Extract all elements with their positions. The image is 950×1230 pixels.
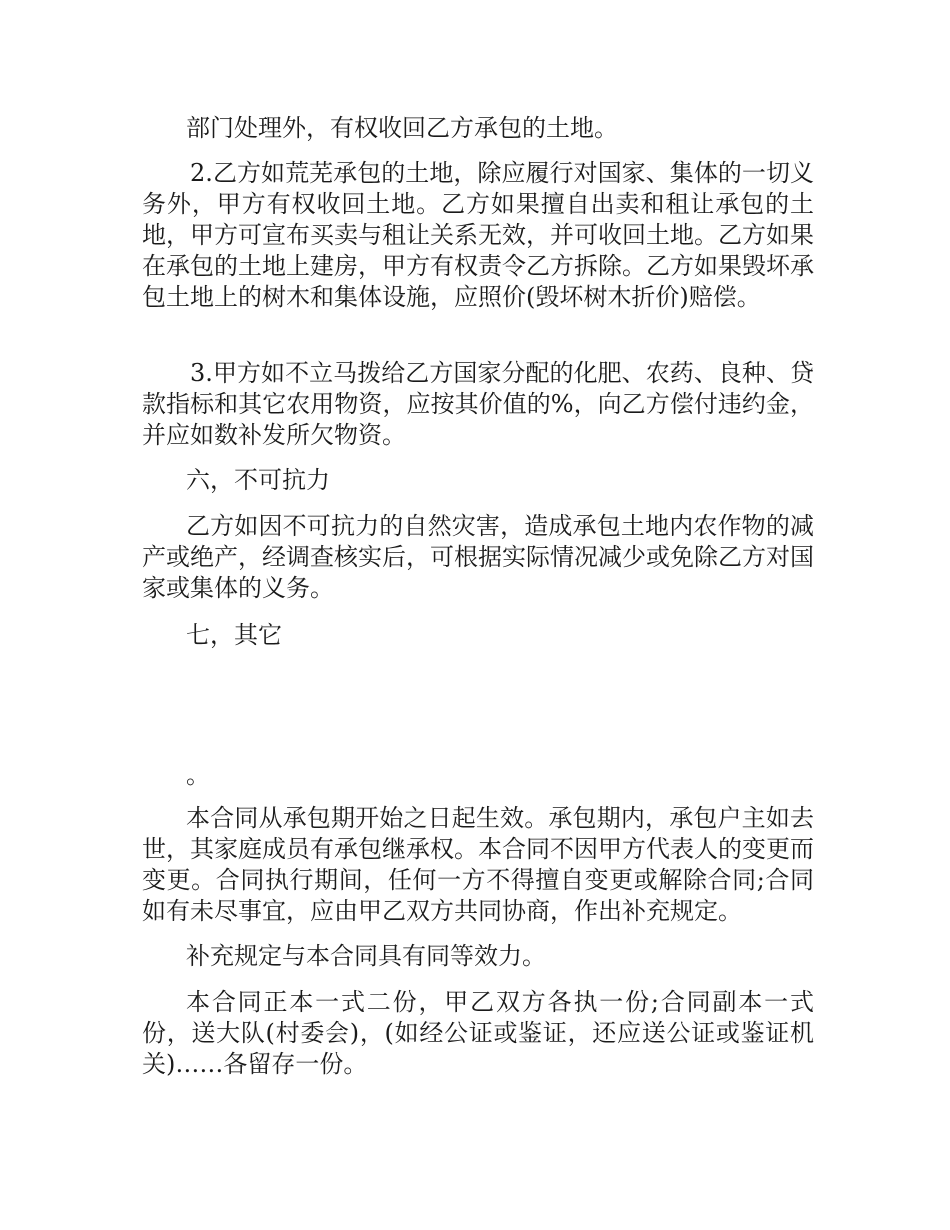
paragraph-force-majeure: 乙方如因不可抗力的自然灾害，造成承包土地内农作物的减产或绝产，经调查核实后，可根据实际情况减少或免除乙方对国家或集体的义务。	[142, 512, 814, 602]
paragraph-effectiveness: 本合同从承包期开始之日起生效。承包期内，承包户主如去世，其家庭成员有承包继承权。本合同不因甲方代表人的变更而变更。合同执行期间，任何一方不得擅自变更或解除合同;合同如有未尽事宜，应由甲乙双方共同协商，作出补充规定。	[142, 804, 814, 925]
paragraph-clause-3: 3.甲方如不立马拨给乙方国家分配的化肥、农药、良种、贷款指标和其它农用物资，应按其价值的%，向乙方偿付违约金，并应如数补发所欠物资。	[142, 359, 814, 449]
section-heading-force-majeure: 六，不可抗力	[186, 466, 330, 494]
paragraph-clause-2: 2.乙方如荒芜承包的土地，除应履行对国家、集体的一切义务外，甲方有权收回土地。乙方如果擅自出卖和租让承包的土地，甲方可宣布买卖与租让关系无效，并可收回土地。乙方如果在承包的土地上建房，甲方有权责令乙方拆除。乙方如果毁坏承包土地上的树木和集体设施，应照价(毁坏树木折价)赔偿。	[142, 159, 814, 311]
paragraph-blank-period: 。	[186, 761, 210, 789]
section-heading-other: 七，其它	[186, 621, 282, 649]
paragraph-supplementary-provisions: 补充规定与本合同具有同等效力。	[186, 942, 546, 970]
paragraph-copies: 本合同正本一式二份，甲乙双方各执一份;合同副本一式份，送大队(村委会)，(如经公证或鉴证，还应送公证或鉴证机关)……各留存一份。	[142, 988, 814, 1078]
paragraph-land-recovery-clause: 部门处理外，有权收回乙方承包的土地。	[186, 114, 618, 142]
